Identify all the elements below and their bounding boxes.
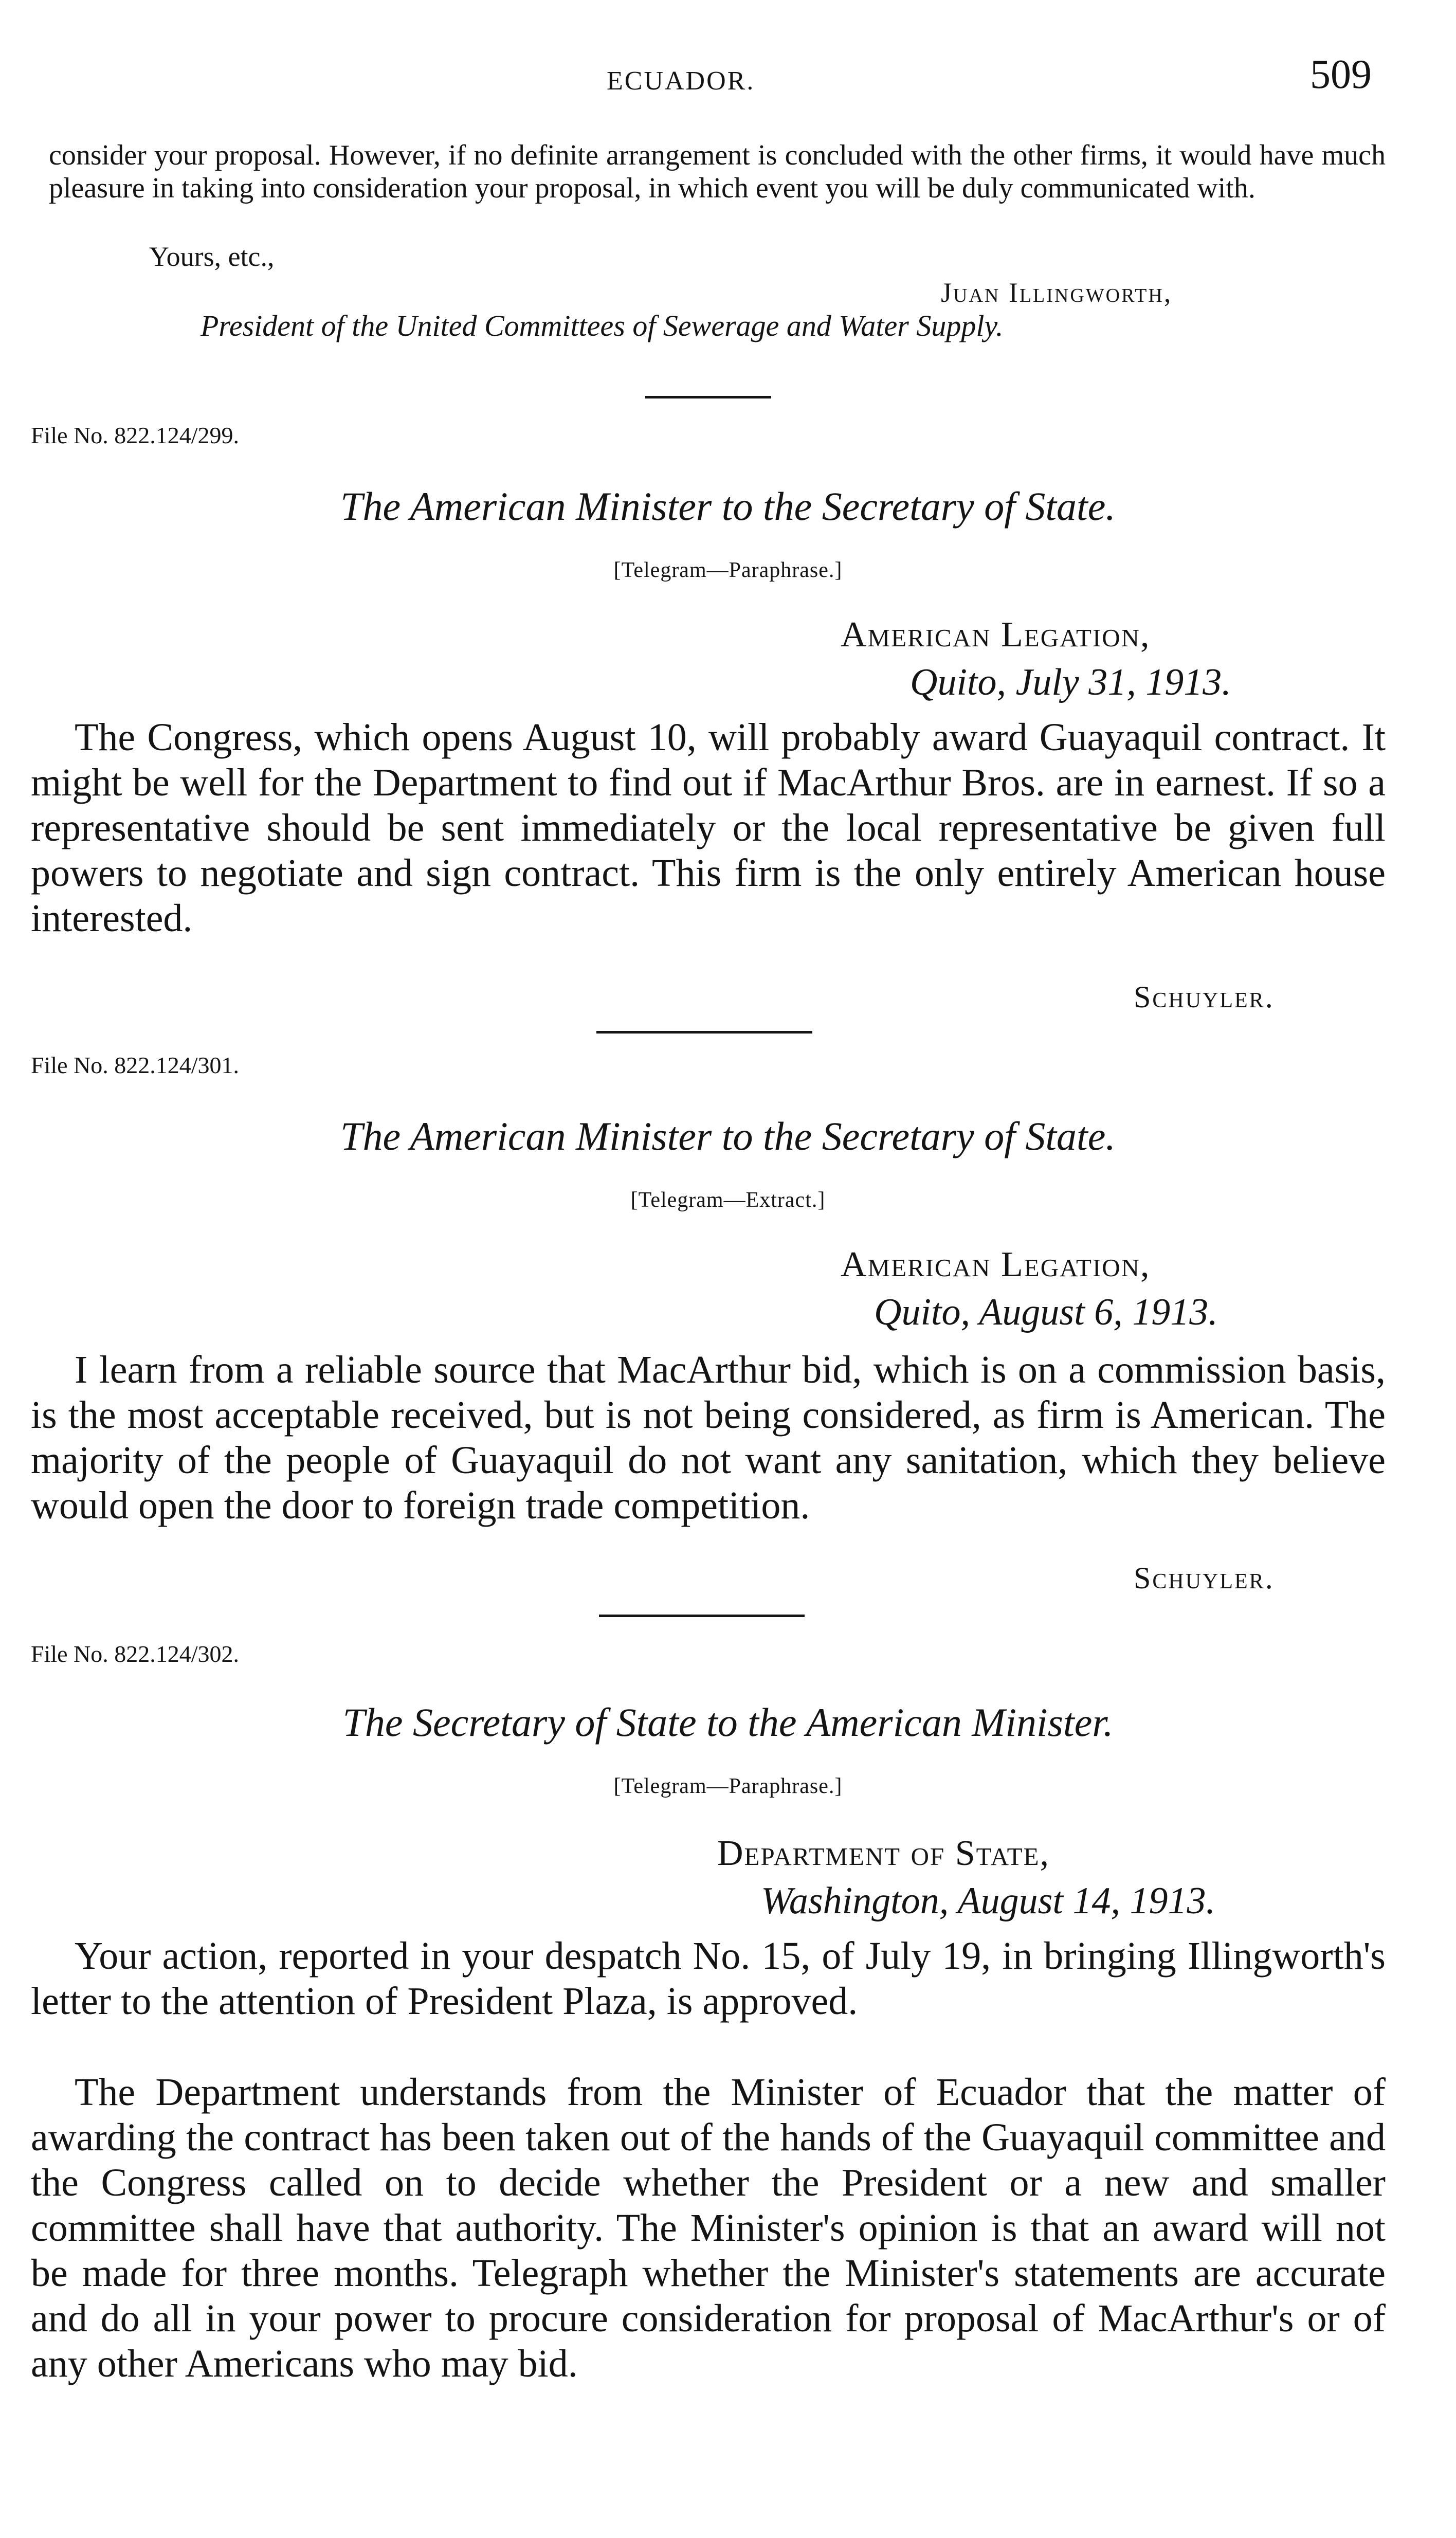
section-divider bbox=[645, 396, 771, 398]
letter-signer: Juan Illingworth, bbox=[941, 277, 1173, 308]
file-number: File No. 822.124/299. bbox=[31, 422, 240, 448]
continuation-text: consider your proposal. However, if no definite arrangement is concluded with the other firms, it would have much pleasure in taking into consideration your proposal, in which event you will be duly communicated with. bbox=[49, 139, 1386, 204]
section-divider bbox=[599, 1615, 805, 1617]
place-date: Washington, August 14, 1913. bbox=[761, 1880, 1215, 1922]
place-date: Quito, July 31, 1913. bbox=[910, 661, 1231, 703]
body-paragraph: The Department understands from the Minister of Ecuador that the matter of awarding the contract has been taken out of the hands of the Guayaquil committee and the Congress called on to decide whether the President or a new and smaller committee shall have that authority. The Minister's opinion is that an award will not be made for three months. Telegraph whether the Minister's statements are accurate and do all in your power to procure consideration for proposal of MacArthur's or of any other Americans who may bid. bbox=[31, 2071, 1386, 2385]
document-heading: The American Minister to the Secretary of State. bbox=[340, 1114, 1116, 1158]
body-paragraph: I learn from a reliable source that MacArthur bid, which is on a commission basis, is the most acceptable received, but is not being considered, as firm is American. The majority of the people of Guayaquil do not want any sanitation, which they believe would open the door to foreign trade competition. bbox=[31, 1348, 1386, 1527]
file-number: File No. 822.124/301. bbox=[31, 1052, 240, 1078]
document-heading: The Secretary of State to the American Minister. bbox=[342, 1700, 1114, 1745]
telegram-note: [Telegram—Extract.] bbox=[630, 1188, 826, 1212]
telegram-note: [Telegram—Paraphrase.] bbox=[613, 1774, 843, 1798]
page-number: 509 bbox=[1310, 52, 1372, 97]
place-date: Quito, August 6, 1913. bbox=[874, 1291, 1218, 1333]
body-paragraph: Your action, reported in your despatch No. 15, of July 19, in bringing Illingworth's letter to the attention of President Plaza, is approved. bbox=[31, 1934, 1386, 2023]
document-heading: The American Minister to the Secretary of State. bbox=[340, 484, 1116, 529]
running-head: ECUADOR. bbox=[607, 66, 755, 96]
department-line: Department of State, bbox=[717, 1834, 1050, 1873]
signer-title: President of the United Committees of Sewerage and Water Supply. bbox=[201, 309, 1004, 342]
page-header bbox=[0, 51, 1456, 103]
body-paragraph: The Congress, which opens August 10, will probably award Guayaquil contract. It might be well for the Department to find out if MacArthur Bros. are in earnest. If so a representative should be sent immediately or the local representative be given full powers to negotiate and sign contract. This firm is the only entirely American house interested. bbox=[31, 716, 1386, 940]
signature: Schuyler. bbox=[1134, 1561, 1275, 1595]
telegram-note: [Telegram—Paraphrase.] bbox=[613, 558, 843, 582]
signature: Schuyler. bbox=[1134, 980, 1275, 1014]
section-divider bbox=[596, 1031, 812, 1034]
legation-line: American Legation, bbox=[841, 1245, 1151, 1284]
file-number: File No. 822.124/302. bbox=[31, 1641, 240, 1667]
legation-line: American Legation, bbox=[841, 615, 1151, 655]
letter-closing: Yours, etc., bbox=[149, 241, 275, 272]
